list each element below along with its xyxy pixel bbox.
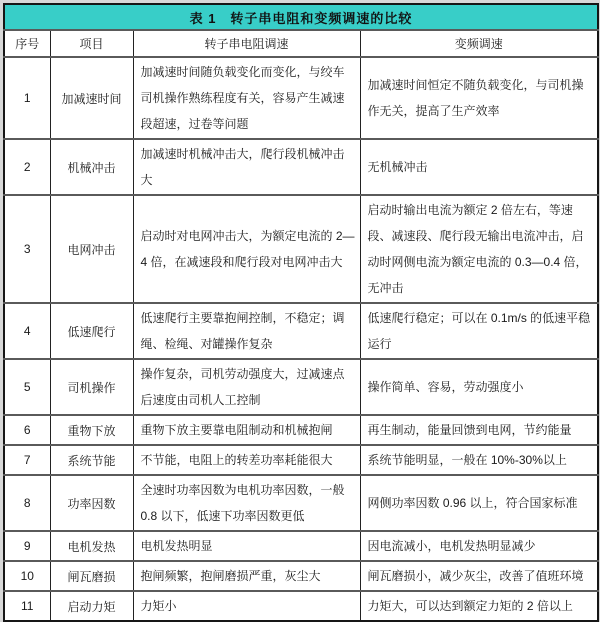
cell-rotor: 低速爬行主要靠抱闸控制，不稳定；调绳、检绳、对罐操作复杂: [133, 303, 360, 359]
cell-vfd: 闸瓦磨损小，减少灰尘，改善了值班环境: [360, 561, 598, 591]
cell-no: 10: [4, 561, 50, 591]
cell-vfd: 系统节能明显，一般在 10%-30%以上: [360, 445, 598, 475]
cell-rotor: 重物下放主要靠电阻制动和机械抱闸: [133, 415, 360, 445]
table-row: [4, 445, 598, 475]
table-title-row: [4, 4, 598, 30]
table-row: [4, 531, 598, 561]
cell-vfd: 启动时输出电流为额定 2 倍左右，等速段、减速段、爬行段无输出电流冲击，启动时网侧电流为额定电流的 0.3—0.4 倍，无冲击: [360, 195, 598, 303]
cell-no: 9: [4, 531, 50, 561]
cell-rotor: 操作复杂，司机劳动强度大，过减速点后速度由司机人工控制: [133, 359, 360, 415]
cell-no: 5: [4, 359, 50, 415]
cell-no: 7: [4, 445, 50, 475]
cell-item: 功率因数: [50, 475, 133, 531]
cell-item: 闸瓦磨损: [50, 561, 133, 591]
cell-rotor: 不节能，电阻上的转差功率耗能很大: [133, 445, 360, 475]
cell-no: 4: [4, 303, 50, 359]
table-row: [4, 415, 598, 445]
cell-rotor: 电机发热明显: [133, 531, 360, 561]
cell-rotor: 力矩小: [133, 591, 360, 621]
cell-vfd: 力矩大，可以达到额定力矩的 2 倍以上: [360, 591, 598, 621]
cell-vfd: 操作简单、容易，劳动强度小: [360, 359, 598, 415]
cell-item: 重物下放: [50, 415, 133, 445]
cell-rotor: 启动时对电网冲击大，为额定电流的 2—4 倍，在减速段和爬行段对电网冲击大: [133, 195, 360, 303]
column-header-vfd: 变频调速: [360, 30, 598, 57]
table-row: [4, 359, 598, 415]
table-row: [4, 139, 598, 195]
cell-vfd: 因电流减小，电机发热明显减少: [360, 531, 598, 561]
cell-vfd: 再生制动，能量回馈到电网，节约能量: [360, 415, 598, 445]
cell-vfd: 无机械冲击: [360, 139, 598, 195]
cell-rotor: 加减速时机械冲击大，爬行段机械冲击大: [133, 139, 360, 195]
cell-no: 11: [4, 591, 50, 621]
cell-no: 3: [4, 195, 50, 303]
table-title: 表 1 转子串电阻和变频调速的比较: [4, 4, 598, 30]
cell-no: 1: [4, 57, 50, 139]
cell-item: 机械冲击: [50, 139, 133, 195]
cell-no: 8: [4, 475, 50, 531]
cell-item: 加减速时间: [50, 57, 133, 139]
cell-rotor: 全速时功率因数为电机功率因数，一般 0.8 以下，低速下功率因数更低: [133, 475, 360, 531]
table-row: [4, 195, 598, 303]
cell-item: 启动力矩: [50, 591, 133, 621]
column-header-rotor-resistance: 转子串电阻调速: [133, 30, 360, 57]
column-header-no: 序号: [4, 30, 50, 57]
cell-item: 司机操作: [50, 359, 133, 415]
cell-vfd: 加减速时间恒定不随负载变化，与司机操作无关，提高了生产效率: [360, 57, 598, 139]
table-row: [4, 591, 598, 621]
table-header-row: [4, 30, 598, 57]
cell-vfd: 网侧功率因数 0.96 以上，符合国家标准: [360, 475, 598, 531]
cell-item: 系统节能: [50, 445, 133, 475]
table-row: [4, 57, 598, 139]
table-row: [4, 303, 598, 359]
cell-item: 电机发热: [50, 531, 133, 561]
cell-vfd: 低速爬行稳定；可以在 0.1m/s 的低速平稳运行: [360, 303, 598, 359]
table-row: [4, 475, 598, 531]
column-header-item: 项目: [50, 30, 133, 57]
comparison-table: [3, 3, 599, 622]
cell-no: 2: [4, 139, 50, 195]
cell-no: 6: [4, 415, 50, 445]
cell-rotor: 加减速时间随负载变化而变化，与绞车司机操作熟练程度有关，容易产生减速段超速，过卷等问题: [133, 57, 360, 139]
cell-rotor: 抱闸频繁，抱闸磨损严重，灰尘大: [133, 561, 360, 591]
cell-item: 电网冲击: [50, 195, 133, 303]
cell-item: 低速爬行: [50, 303, 133, 359]
table-row: [4, 561, 598, 591]
